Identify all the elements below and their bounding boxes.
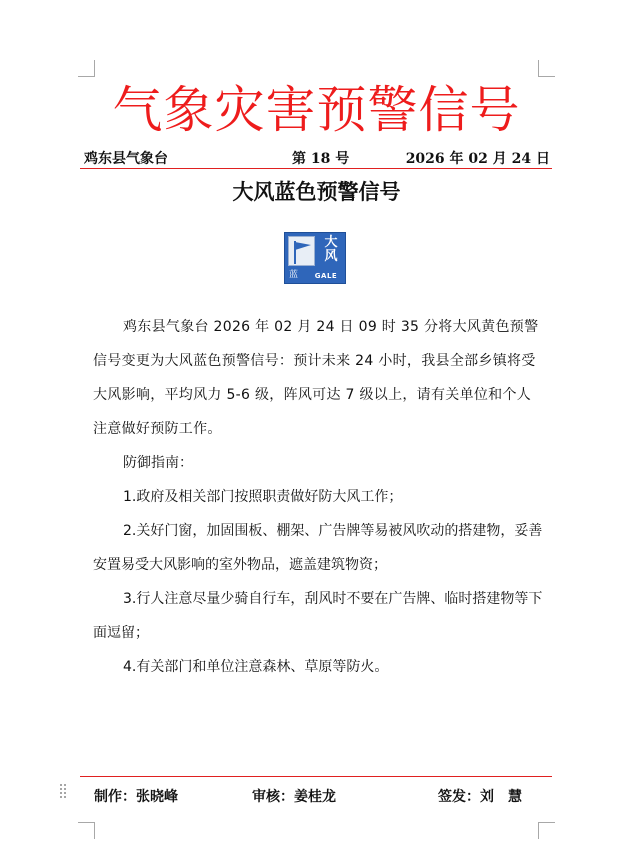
footer-divider (80, 776, 552, 777)
document-title: 气象灾害预警信号 (112, 81, 521, 139)
maker-field: 制作：张晓峰 (94, 789, 178, 805)
warning-code: GALE (314, 272, 338, 280)
warning-level-char: 蓝 (289, 270, 299, 280)
page-corner-mark-bottom-right (538, 822, 555, 839)
signal-title: 大风蓝色预警信号 (232, 179, 401, 204)
issue-info-line (80, 148, 552, 168)
guide-item: 4.有关部门和单位注意森林、草原等防火。 (123, 659, 389, 675)
signer-field: 签发：刘 慧 (438, 789, 522, 805)
gale-blue-warning-icon (284, 232, 346, 284)
guide-heading: 防御指南： (123, 455, 193, 471)
guide-item: 2.关好门窗，加固围板、棚架、广告牌等易被风吹动的搭建物，妥善安置易受大风影响的室外物品，遮盖建筑物资； (93, 523, 543, 573)
table-move-handle-icon[interactable] (60, 784, 68, 798)
guide-item: 1.政府及相关部门按照职责做好防大风工作； (123, 489, 403, 505)
page-corner-mark-top-left (78, 60, 95, 77)
guide-item: 3.行人注意尽量少骑自行车，刮风时不要在广告牌、临时搭建物等下面逗留； (93, 591, 543, 641)
warning-lead-paragraph: 鸡东县气象台 2026 年 02 月 24 日 09 时 35 分将大风黄色预警信号变更为大风蓝色预警信号：预计未来 24 小时，我县全部乡镇将受大风影响，平均风力 5-6 级，阵风可达 7 级以上，请有关单位和个人注意做好预防工作。 (93, 319, 539, 437)
wind-flag-icon (288, 236, 315, 266)
warning-body (93, 310, 545, 684)
signature-line (80, 786, 552, 808)
page-corner-mark-bottom-left (78, 822, 95, 839)
reviewer-field: 审核：姜桂龙 (252, 789, 336, 805)
header-divider (80, 168, 552, 169)
issue-date: 2026 年 02 月 24 日 (405, 151, 550, 167)
issuer-name: 鸡东县气象台 (84, 151, 168, 167)
issue-number: 第 18 号 (292, 151, 350, 167)
page-corner-mark-top-right (538, 60, 555, 77)
gale-chars: 大 风 (324, 235, 338, 264)
